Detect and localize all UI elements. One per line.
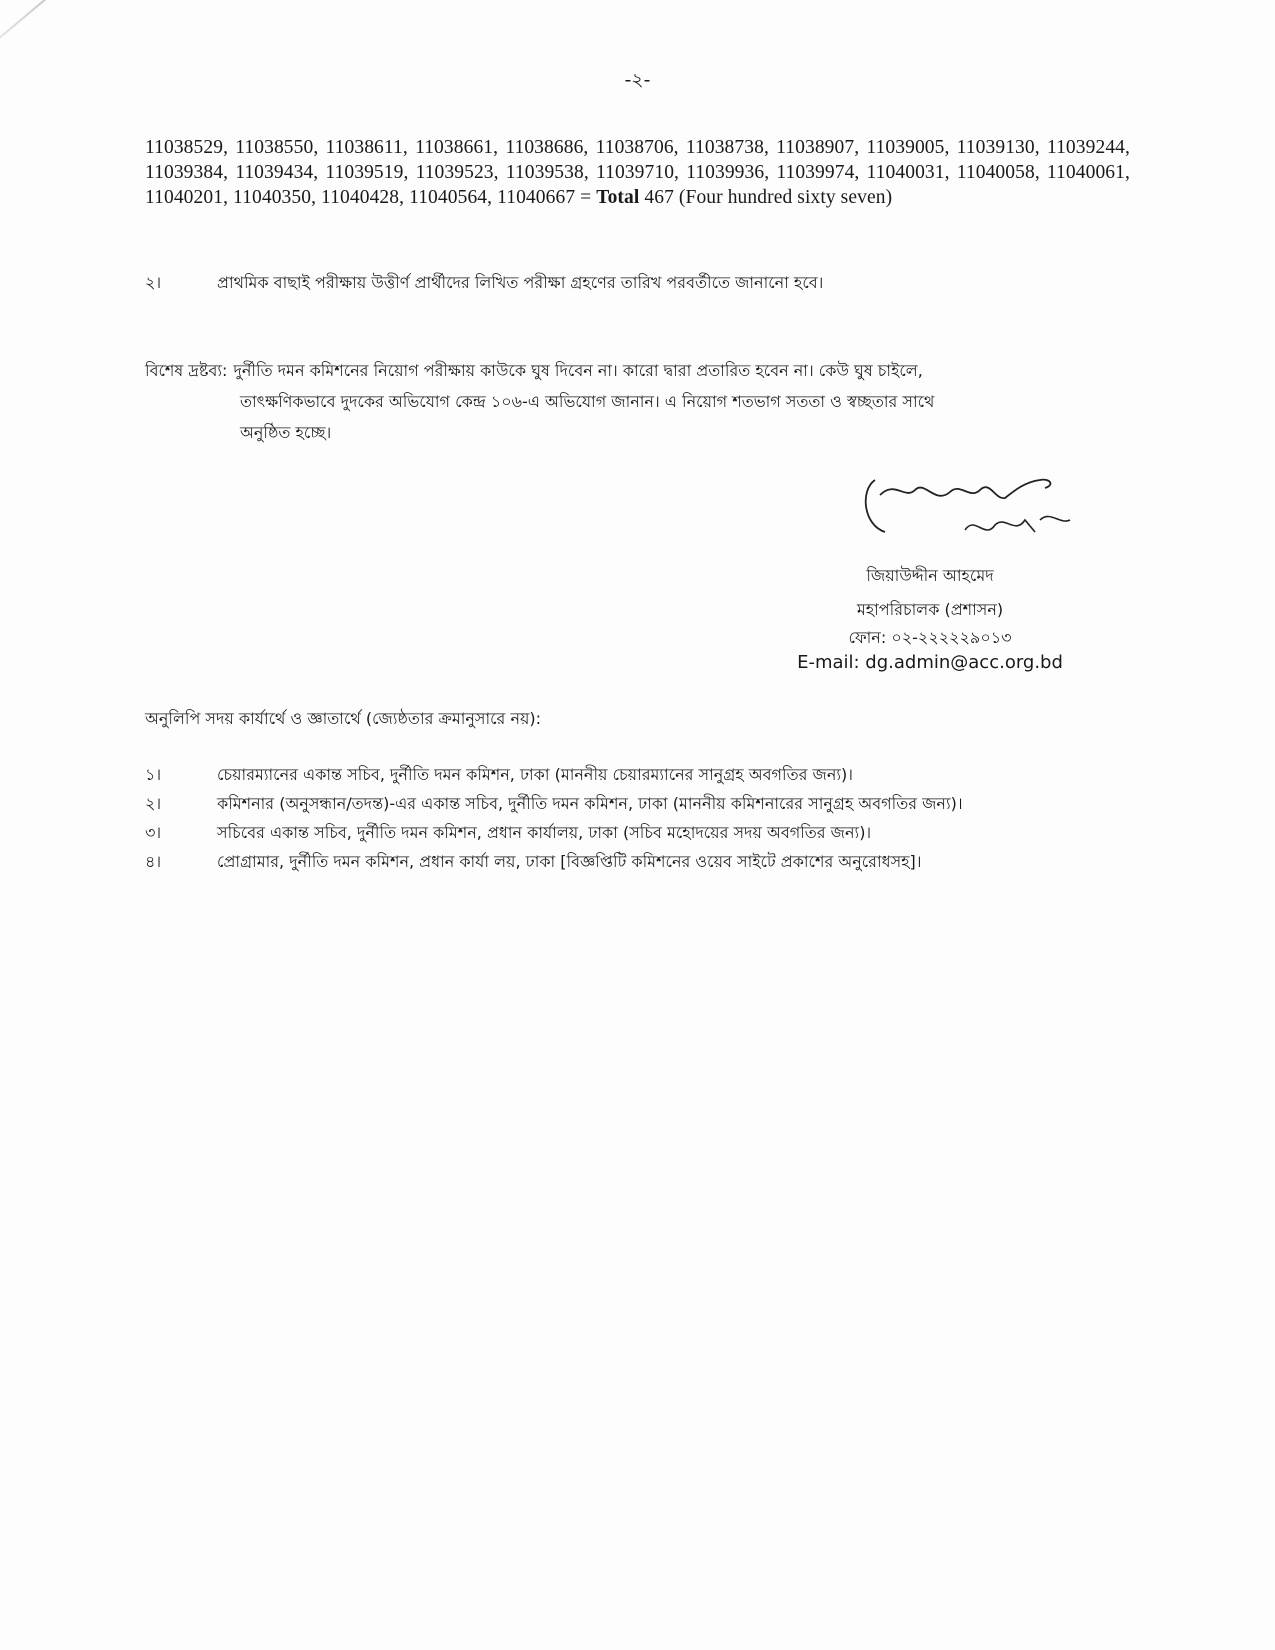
list-item bbox=[145, 847, 1130, 876]
copy-to-heading: অনুলিপি সদয় কার্যার্থে ও জ্ঞাতার্থে (জ্যেষ্ঠতার ক্রমানুসারে নয়): bbox=[145, 709, 542, 728]
special-note-line-1: দুর্নীতি দমন কমিশনের নিয়োগ পরীক্ষায় কাউকে ঘুষ দিবেন না। কারো দ্বারা প্রতারিত হবেন না। কেউ ঘুষ চাইলে, bbox=[233, 361, 923, 380]
signatory-name: জিয়াউদ্দীন আহমেদ bbox=[866, 566, 994, 585]
list-item bbox=[145, 789, 1130, 818]
notice-item-2 bbox=[145, 270, 1130, 297]
list-item bbox=[145, 760, 1130, 789]
item-text: প্রাথমিক বাছাই পরীক্ষায় উত্তীর্ণ প্রার্থীদের লিখিত পরীক্ষা গ্রহণের তারিখ পরবর্তীতে জানানো হবে। bbox=[217, 273, 824, 292]
item-text: সচিবের একান্ত সচিব, দুর্নীতি দমন কমিশন, প্রধান কার্যালয়, ঢাকা (সচিব মহোদয়ের সদয় অবগতির জন্য)। bbox=[217, 823, 872, 842]
signatory-email: E-mail: dg.admin@acc.org.bd bbox=[797, 652, 1063, 673]
special-note-label: বিশেষ দ্রষ্টব্য: bbox=[145, 361, 228, 380]
list-item bbox=[145, 818, 1130, 847]
paper-fold-crease bbox=[0, 0, 160, 72]
special-note-line-3: অনুষ্ঠিত হচ্ছে। bbox=[240, 423, 332, 442]
item-text: চেয়ারম্যানের একান্ত সচিব, দুর্নীতি দমন কমিশন, ঢাকা (মাননীয় চেয়ারম্যানের সানুগ্রহ অবগতির জন্য)। bbox=[217, 765, 853, 784]
total-count: 467 (Four hundred sixty seven) bbox=[644, 187, 893, 208]
item-number: ৪। bbox=[145, 852, 162, 871]
copy-to-list bbox=[145, 760, 1130, 876]
special-note-line-2: তাৎক্ষণিকভাবে দুদকের অভিযোগ কেন্দ্র ১০৬-এ অভিযোগ জানান। এ নিয়োগ শতভাগ সততা ও স্বচ্ছতার সাথে bbox=[240, 392, 935, 411]
signatory-phone: ফোন: ০২-২২২২২৯০১৩ bbox=[848, 628, 1012, 647]
handwritten-signature-icon bbox=[855, 470, 1075, 550]
total-label: Total bbox=[596, 187, 640, 208]
item-text: প্রোগ্রামার, দুর্নীতি দমন কমিশন, প্রধান কার্যা লয়, ঢাকা [বিজ্ঞপ্তিটি কমিশনের ওয়েব সাইটে প্রকাশের অনুরোধসহ]। bbox=[217, 852, 922, 871]
roll-numbers: 11038529, 11038550, 11038611, 11038661, 11038686, 11038706, 11038738, 11038907, 11039005, 11039130, 11039244, 11039384, 11039434, 11039519, 11039523, 11039538, 11039710, 11039936, 11039974, 11040031, 11040058, 11040061, 11040201, 11040350, 11040428, 11040564, 11040667 = bbox=[145, 137, 1130, 208]
item-number: ১। bbox=[145, 765, 162, 784]
special-note bbox=[145, 355, 1130, 448]
item-number: ৩। bbox=[145, 823, 162, 842]
item-text: কমিশনার (অনুসন্ধান/তদন্ত)-এর একান্ত সচিব, দুর্নীতি দমন কমিশন, ঢাকা (মাননীয় কমিশনারের সানুগ্রহ অবগতির জন্য)। bbox=[217, 794, 963, 813]
item-number: ২। bbox=[145, 273, 162, 292]
page-number: -২- bbox=[624, 69, 651, 91]
roll-number-list bbox=[145, 135, 1130, 210]
item-number: ২। bbox=[145, 794, 162, 813]
signatory-title: মহাপরিচালক (প্রশাসন) bbox=[856, 600, 1004, 619]
